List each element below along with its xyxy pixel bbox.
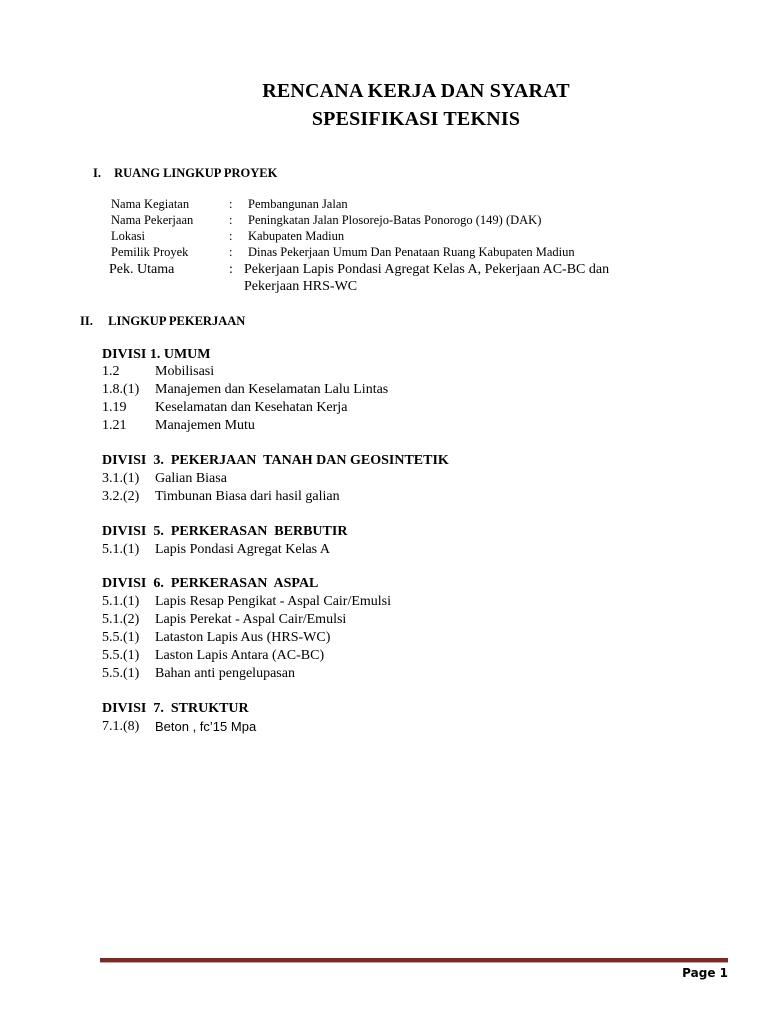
section-number: I. (93, 166, 101, 180)
info-label: Pemilik Proyek (111, 245, 189, 259)
info-value: Dinas Pekerjaan Umum Dan Penataan Ruang Kabupaten Madiun (248, 245, 575, 259)
division-heading-6: DIVISI 6. PERKERASAN ASPAL (102, 576, 319, 591)
item-code: 1.21 (102, 418, 127, 433)
document-title-line1: RENCANA KERJA DAN SYARAT (262, 80, 570, 102)
item-desc: Beton , fc’15 Mpa (155, 719, 257, 734)
division-heading-1: DIVISI 1. UMUM (102, 347, 211, 362)
info-colon: : (229, 197, 233, 211)
item-code: 1.2 (102, 364, 120, 379)
item-desc: Manajemen Mutu (155, 418, 255, 433)
item-code: 5.5.(1) (102, 648, 140, 663)
section-title: LINGKUP PEKERJAAN (108, 314, 246, 328)
item-code: 5.1.(2) (102, 612, 140, 627)
document-title-line2: SPESIFIKASI TEKNIS (311, 108, 521, 130)
info-colon: : (229, 245, 233, 259)
info-value: Kabupaten Madiun (248, 229, 345, 243)
info-label: Nama Pekerjaan (111, 213, 194, 227)
item-desc: Galian Biasa (155, 471, 227, 486)
item-code: 5.1.(1) (102, 542, 140, 557)
item-code: 7.1.(8) (102, 719, 140, 734)
item-code: 5.5.(1) (102, 666, 140, 681)
item-desc: Bahan anti pengelupasan (155, 666, 295, 681)
page-number: Page 1 (682, 966, 728, 980)
item-code: 1.19 (102, 400, 127, 415)
info-label: Pek. Utama (109, 262, 175, 277)
section-heading-lingkup-pekerjaan (80, 314, 245, 329)
item-desc: Laston Lapis Antara (AC-BC) (155, 648, 325, 663)
item-desc: Timbunan Biasa dari hasil galian (155, 489, 340, 504)
footer-rule (100, 958, 728, 963)
section-heading-ruang-lingkup (93, 166, 277, 181)
division-heading-5: DIVISI 5. PERKERASAN BERBUTIR (102, 524, 348, 539)
info-label: Nama Kegiatan (111, 197, 190, 211)
info-value: Pembangunan Jalan (248, 197, 348, 211)
item-desc: Lapis Pondasi Agregat Kelas A (155, 542, 330, 557)
info-colon: : (229, 229, 233, 243)
info-value: Pekerjaan Lapis Pondasi Agregat Kelas A, Pekerjaan AC-BC dan (244, 262, 610, 277)
info-colon: : (229, 213, 233, 227)
division-heading-7: DIVISI 7. STRUKTUR (102, 701, 249, 716)
division-heading-3: DIVISI 3. PEKERJAAN TANAH DAN GEOSINTETIK (102, 453, 449, 468)
info-colon: : (229, 262, 233, 277)
item-code: 3.1.(1) (102, 471, 140, 486)
section-title: RUANG LINGKUP PROYEK (114, 166, 278, 180)
info-value: Peningkatan Jalan Plosorejo-Batas Ponorogo (149) (DAK) (248, 213, 542, 227)
info-value-continued: Pekerjaan HRS-WC (244, 279, 358, 294)
item-code: 3.2.(2) (102, 489, 140, 504)
item-desc: Lataston Lapis Aus (HRS-WC) (155, 630, 331, 645)
item-code: 5.1.(1) (102, 594, 140, 609)
item-code: 5.5.(1) (102, 630, 140, 645)
item-desc: Lapis Perekat - Aspal Cair/Emulsi (155, 612, 347, 627)
item-code: 1.8.(1) (102, 382, 140, 397)
item-desc: Keselamatan dan Kesehatan Kerja (155, 400, 348, 415)
item-desc: Manajemen dan Keselamatan Lalu Lintas (155, 382, 389, 397)
info-label: Lokasi (111, 229, 146, 243)
item-desc: Mobilisasi (155, 364, 215, 379)
item-desc: Lapis Resap Pengikat - Aspal Cair/Emulsi (155, 594, 392, 609)
section-number: II. (80, 314, 93, 328)
